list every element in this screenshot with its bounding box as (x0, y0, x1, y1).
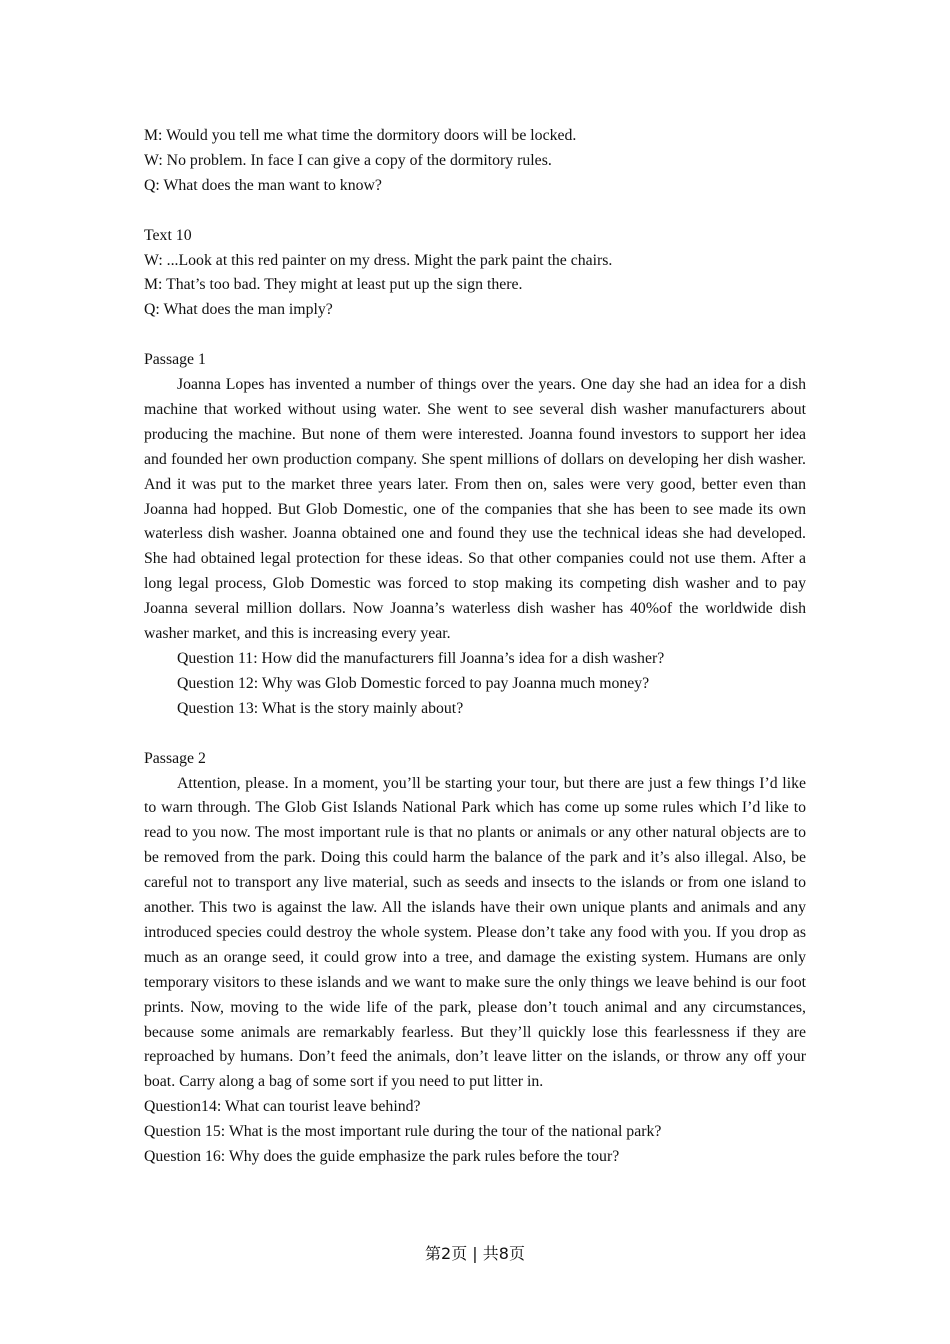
passage-2-question: Question 15: What is the most important rule during the tour of the national park? (144, 1123, 662, 1141)
spacer (144, 199, 806, 224)
spacer (144, 323, 806, 348)
passage-2-body: Attention, please. In a moment, you’ll be starting your tour, but there are just a few things I’d like to warn through. The Glob Gist Islands National Park which has come up some rules which I’d like to read to you now. The most important rule is that no plants or animals or any other natural objects are to be removed from the park. Doing this could harm the balance of the park and it’s also illegal. Also, be careful not to transport any live material, such as seeds and insects to the islands or from one island to another. This two is against the law. All the islands have their own unique plants and animals and any introduced species could destroy the whole system. Please don’t take any food with you. If you drop as much as an orange seed, it could grow into a tree, and damage the existing system. Humans are only temporary visitors to these islands and we want to make sure the only things we leave behind is our foot prints. Now, moving to the wide life of the park, please don’t touch animal and any circumstances, because some animals are remarkably fearless. But they’ll quickly lose this fearlessness if they are reproached by humans. Don’t feed the animals, don’t leave litter on the islands, or throw any off your boat. Carry along a bag of some sort if you need to put litter in. (144, 774, 806, 1091)
dialogue-line: M: That’s too bad. They might at least put up the sign there. (144, 276, 523, 294)
page-content (144, 124, 806, 1170)
passage-1-question: Question 11: How did the manufacturers fill Joanna’s idea for a dish washer? (177, 650, 665, 667)
dialogue-line: M: Would you tell me what time the dormitory doors will be locked. (144, 127, 577, 144)
dialogue-line: W: No problem. In face I can give a copy of the dormitory rules. (144, 151, 552, 169)
passage-1-question: Question 12: Why was Glob Domestic forced to pay Joanna much money? (177, 674, 650, 692)
passage-1-question: Question 13: What is the story mainly about? (177, 699, 464, 717)
passage-2-question: Question 16: Why does the guide emphasize the park rules before the tour? (144, 1148, 620, 1166)
passage-1-body: Joanna Lopes has invented a number of things over the years. One day she had an idea for a dish machine that worked without using water. She went to see several dish washer manufacturers about producing the machine. But none of them were interested. Joanna found investors to support her idea and founded her own production company. She spent millions of dollars on developing her dish washer. And it was put to the market three years later. From then on, sales were very good, better even than Joanna had hopped. But Glob Domestic, one of the companies that she has been to see made its own waterless dish washer. Joanna obtained one and found they use the technical ideas she had developed. She had obtained legal protection for these ideas. So that other companies could not use them. After a long legal process, Glob Domestic was forced to stop making its competing dish washer and to pay Joanna several million dollars. Now Joanna’s waterless dish washer has 40%of the worldwide dish washer market, and this is increasing every year. (144, 376, 806, 643)
section-heading-passage-2: Passage 2 (144, 749, 206, 767)
spacer (144, 722, 806, 747)
section-heading-text-10: Text 10 (144, 226, 192, 244)
question-line: Q: What does the man want to know? (144, 176, 382, 194)
section-heading-passage-1: Passage 1 (144, 351, 206, 369)
page-footer: 第2页 | 共8页 (425, 1244, 525, 1263)
passage-2-question: Question14: What can tourist leave behind? (144, 1098, 421, 1116)
question-line: Q: What does the man imply? (144, 301, 333, 319)
dialogue-line: W: ...Look at this red painter on my dress. Might the park paint the chairs. (144, 251, 613, 269)
